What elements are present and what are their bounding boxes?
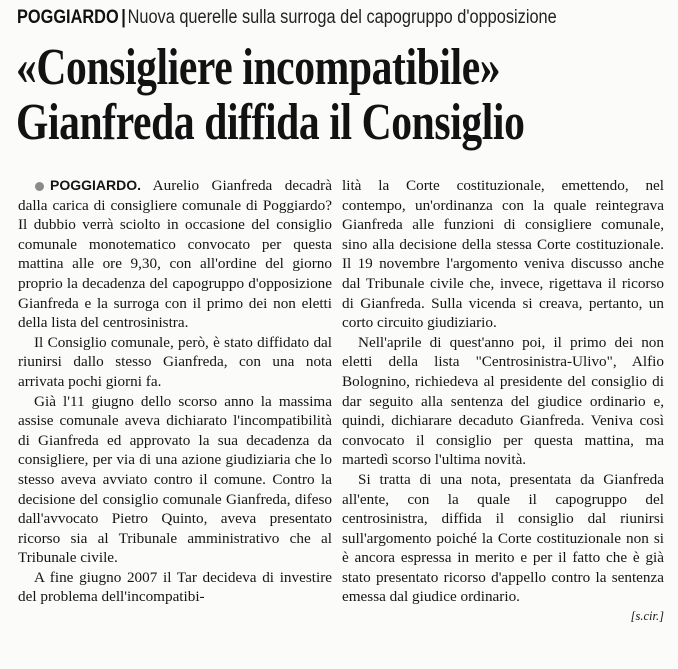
paragraph-5: Nell'aprile di quest'anno poi, il primo dei non eletti della lista "Centrosinistra-Ulivo", Alfio Bolognino, richiedeva al presidente del consiglio di dar seguito alla sentenza del giudice ordinario e, quindi, dichiarare decaduto Gianfreda. Veniva così convocato il consiglio per questa mattina, ma martedì scorso l'ultima novità.: [342, 333, 664, 469]
kicker-place: POGGIARDO: [17, 7, 119, 28]
headline-line-1: «Consigliere incompatibile»: [16, 39, 501, 96]
bullet-dot-icon: [35, 182, 44, 191]
paragraph-2: Il Consiglio comunale, però, è stato diffidato dal riunirsi dallo stesso Gianfreda, con una nota arrivata pochi giorni fa.: [18, 333, 332, 390]
paragraph-1: [18, 176, 332, 333]
author-signature: [s.cir.]: [630, 609, 664, 624]
kicker: [17, 6, 576, 30]
article-column-left: [18, 176, 332, 607]
headline: [16, 40, 544, 150]
dateline: POGGIARDO.: [50, 177, 142, 193]
article-column-right: [342, 176, 664, 627]
paragraph-4-continued: lità la Corte costituzionale, emettendo, nel contempo, un'ordinanza con la quale reintegrava Gianfreda alle funzioni di consigliere comunale, sino alla decisione della stessa Corte costituzionale. Il 19 novembre l'argomento veniva discusso anche dal Tribunale civile che, invece, rigettava il ricorso di Gianfreda. Sulla vicenda si creava, pertanto, un corto circuito giudiziario.: [342, 177, 664, 332]
headline-line-2: Gianfreda diffida il Consiglio: [16, 94, 525, 151]
kicker-topic: Nuova querelle sulla surroga del capogruppo d'opposizione: [127, 7, 557, 28]
paragraph-3: Già l'11 giugno dello scorso anno la massima assise comunale aveva dichiarato l'incompatibilità di Gianfreda ed approvato la sua decadenza da consigliere, per via di una azione giudiziaria che lo stesso aveva avviato contro il comune. Contro la decisione del consiglio comunale Gianfreda, difeso dall'avvocato Pietro Quinto, aveva presentato ricorso sia al Tribunale amministrativo che al Tribunale civile.: [18, 392, 332, 567]
paragraph-6: Si tratta di una nota, presentata da Gianfreda all'ente, con la quale il capogruppo del centrosinistra, diffida il consiglio dal riunirsi sull'argomento poiché la Corte costituzionale non si è ancora espressa in merito e per il fatto che è già stato presentato ricorso d'appello contro la sentenza emessa dal giudice ordinario.: [342, 470, 664, 606]
kicker-separator: |: [121, 7, 126, 28]
paragraph-4-start: A fine giugno 2007 il Tar decideva di investire del problema dell'incompatibi-: [18, 568, 332, 606]
paragraph-1-text: Aurelio Gianfreda decadrà dalla carica di consigliere comunale di Poggiardo? Il dubbio verrà sciolto in occasione del consiglio comunale monotematico convocato per questa mattina alle ore 9,30, con all'ordine del giorno proprio la decadenza del capogruppo d'opposizione Gianfreda e la surroga con il primo dei non eletti della lista del centrosinistra.: [18, 177, 332, 332]
